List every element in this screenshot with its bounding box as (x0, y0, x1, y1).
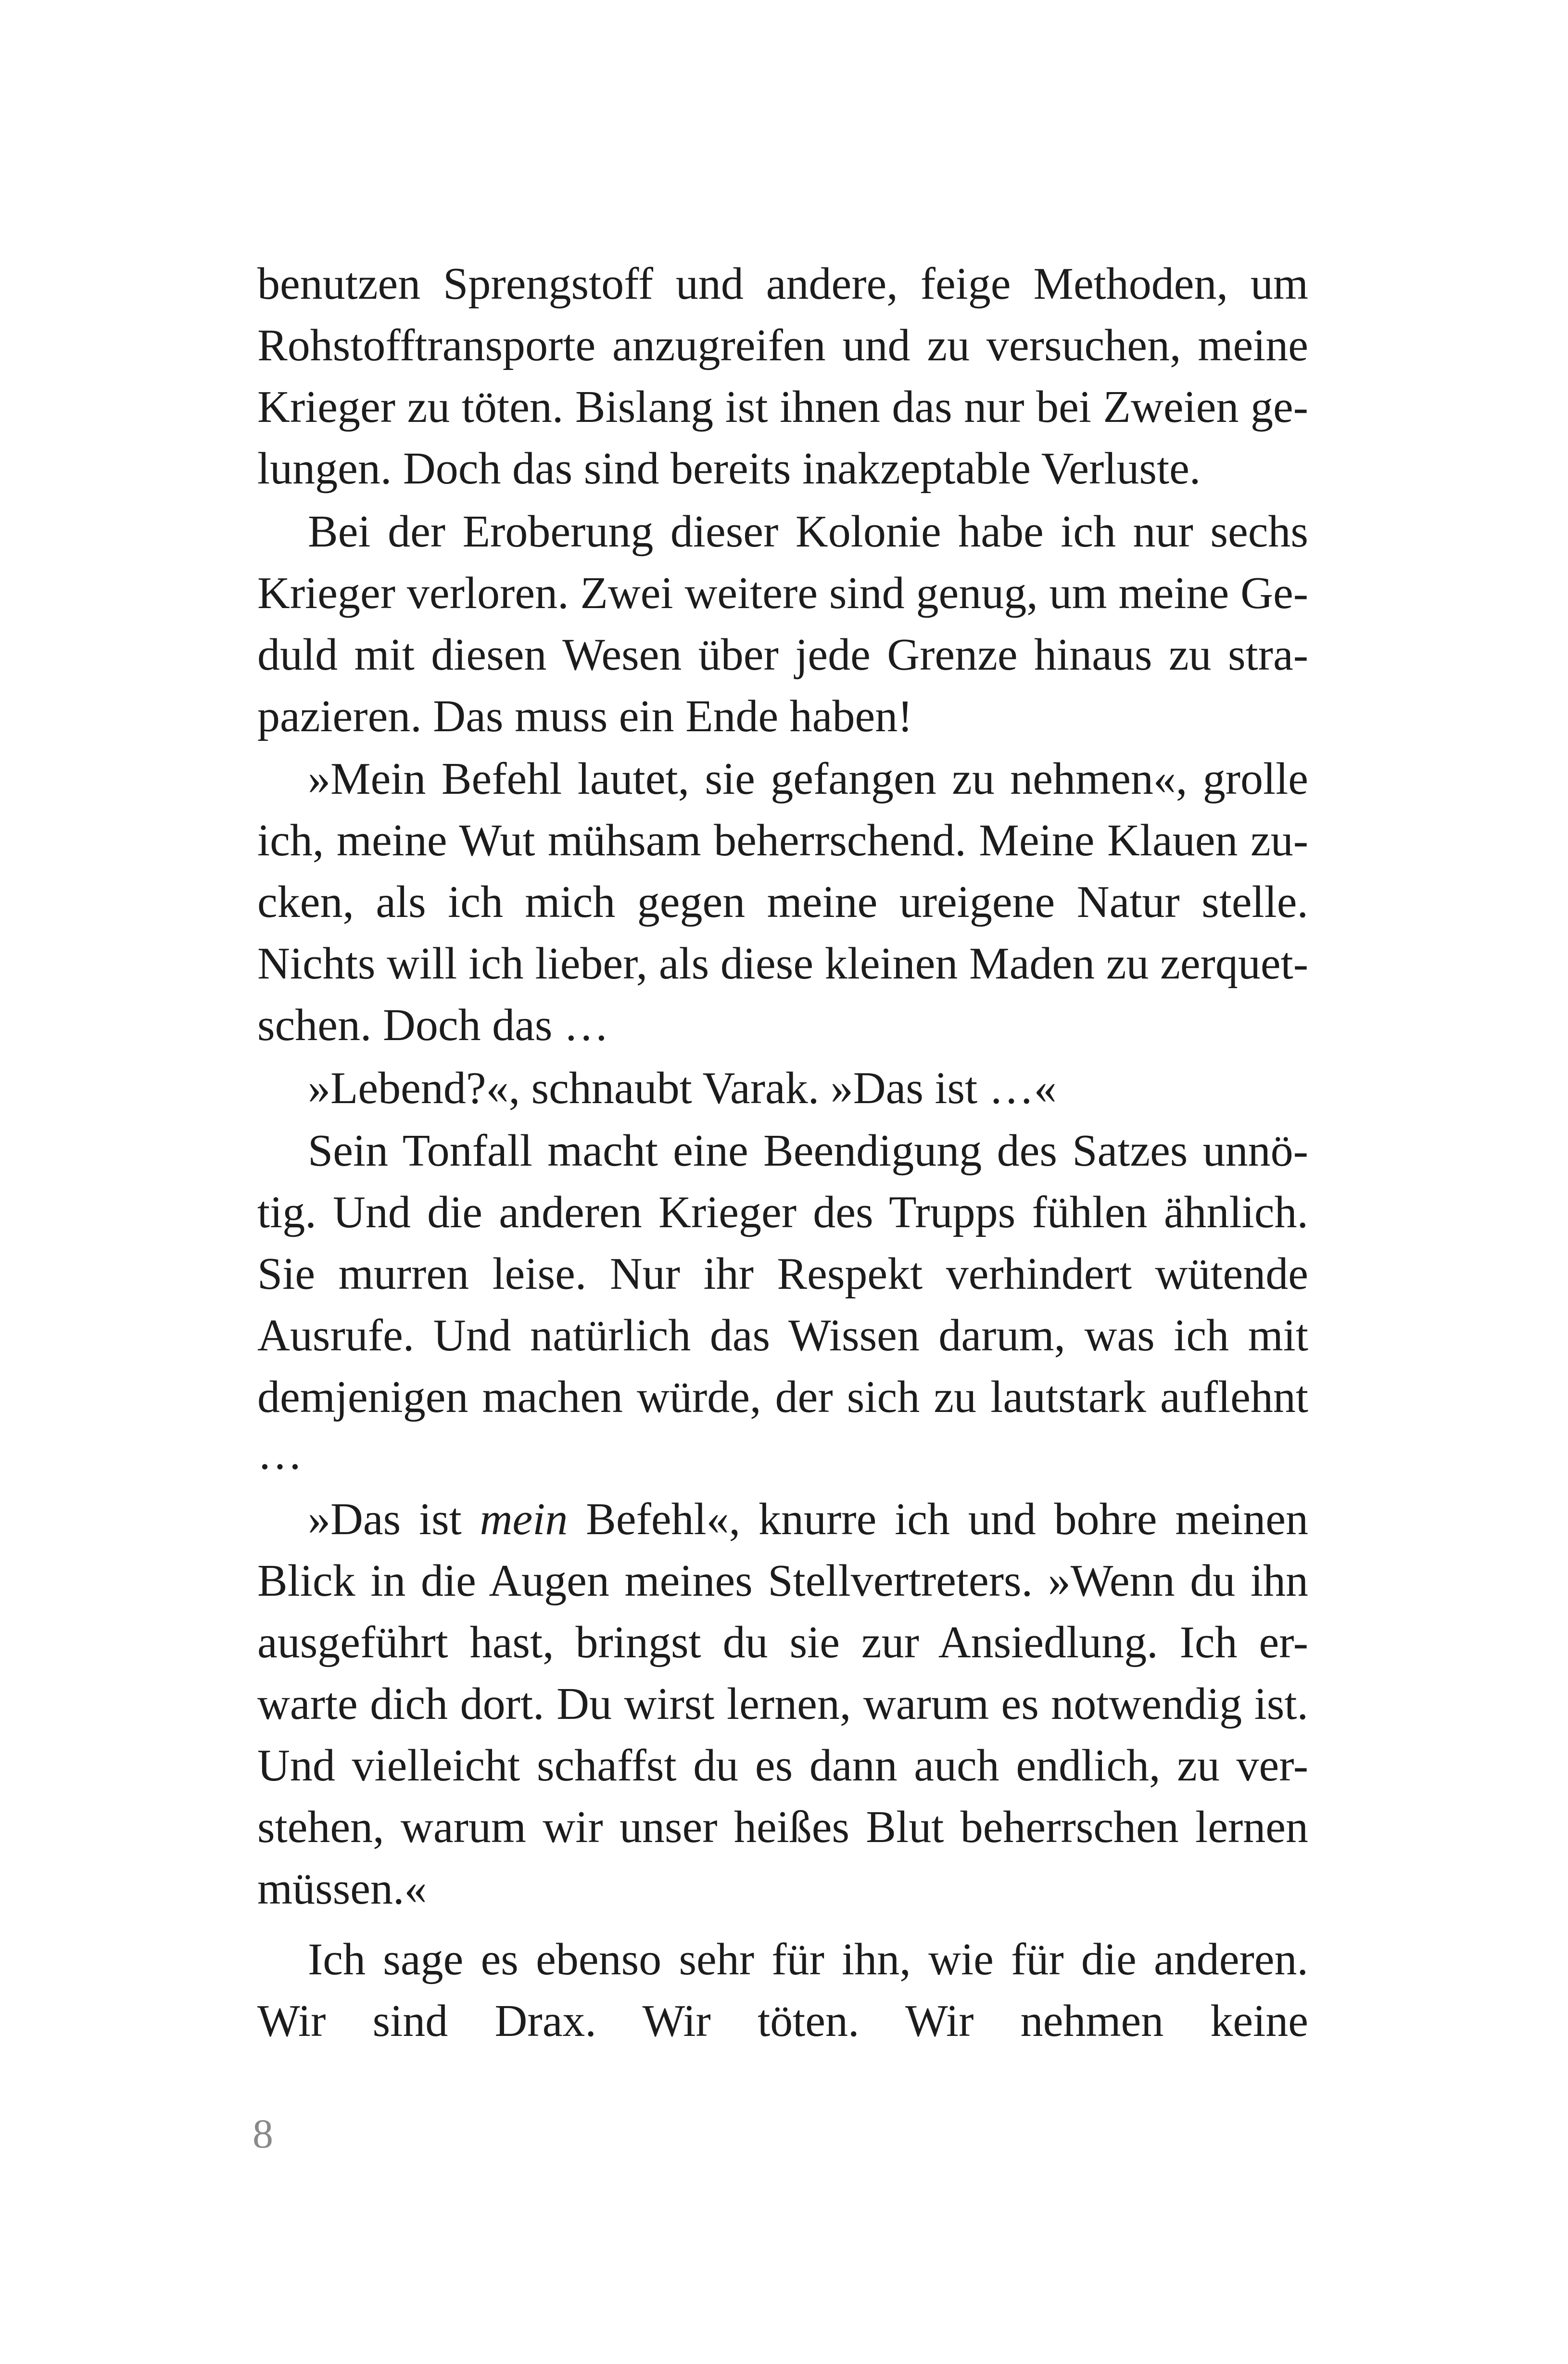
text-line: duld mit diesen Wesen über jede Grenze hinaus zu stra- (257, 630, 1308, 680)
text-line: Ich sage es ebenso sehr für ihn, wie für die anderen. (308, 1934, 1308, 1984)
page-number: 8 (253, 2110, 273, 2157)
text-line: tig. Und die anderen Krieger des Trupps fühlen ähnlich. (257, 1187, 1308, 1237)
text-line: ausgeführt hast, bringst du sie zur Ansiedlung. Ich er- (257, 1617, 1308, 1667)
text-line: … (257, 1429, 303, 1479)
text-line: Sein Tonfall macht eine Beendigung des Satzes unnö- (308, 1126, 1308, 1176)
text-line: benutzen Sprengstoff und andere, feige Methoden, um (257, 259, 1308, 309)
text-line: Wir sind Drax. Wir töten. Wir nehmen keine (257, 1996, 1308, 2046)
text-line: müssen.« (257, 1864, 427, 1914)
text-line: Rohstofftransporte anzugreifen und zu versuchen, meine (257, 320, 1308, 370)
text-line: stehen, warum wir unser heißes Blut beherrschen lernen (257, 1802, 1308, 1852)
text-line: Blick in die Augen meines Stellvertreters. »Wenn du ihn (257, 1556, 1308, 1606)
text-line: schen. Doch das … (257, 1000, 609, 1050)
text-line: Bei der Eroberung dieser Kolonie habe ich nur sechs (308, 507, 1308, 557)
text-line: lungen. Doch das sind bereits inakzeptable Verluste. (257, 444, 1201, 494)
text-line: Krieger zu töten. Bislang ist ihnen das nur bei Zweien ge- (257, 382, 1308, 432)
text-line: Nichts will ich lieber, als diese kleinen Maden zu zerquet- (257, 939, 1308, 989)
text-segment: Befehl«, knurre ich und bohre meinen (568, 1494, 1308, 1544)
text-line: Krieger verloren. Zwei weitere sind genug, um meine Ge- (257, 568, 1308, 618)
text-segment: »Das ist (308, 1494, 480, 1544)
text-line: Ausrufe. Und natürlich das Wissen darum, was ich mit (257, 1310, 1308, 1360)
text-line: cken, als ich mich gegen meine ureigene Natur stelle. (257, 877, 1308, 927)
text-line: Und vielleicht schaffst du es dann auch endlich, zu ver- (257, 1741, 1308, 1791)
text-line: demjenigen machen würde, der sich zu lautstark auflehnt (257, 1372, 1308, 1422)
text-line: ich, meine Wut mühsam beherrschend. Meine Klauen zu- (257, 815, 1308, 865)
text-line: »Lebend?«, schnaubt Varak. »Das ist …« (308, 1063, 1057, 1113)
text-line: pazieren. Das muss ein Ende haben! (257, 691, 913, 741)
text-line: »Mein Befehl lautet, sie gefangen zu nehmen«, grolle (308, 754, 1308, 804)
text-line: Sie murren leise. Nur ihr Respekt verhindert wütende (257, 1249, 1308, 1299)
text-line (308, 1493, 1308, 1546)
text-line: warte dich dort. Du wirst lernen, warum es notwendig ist. (257, 1679, 1308, 1729)
emphasized-word: mein (480, 1494, 568, 1544)
